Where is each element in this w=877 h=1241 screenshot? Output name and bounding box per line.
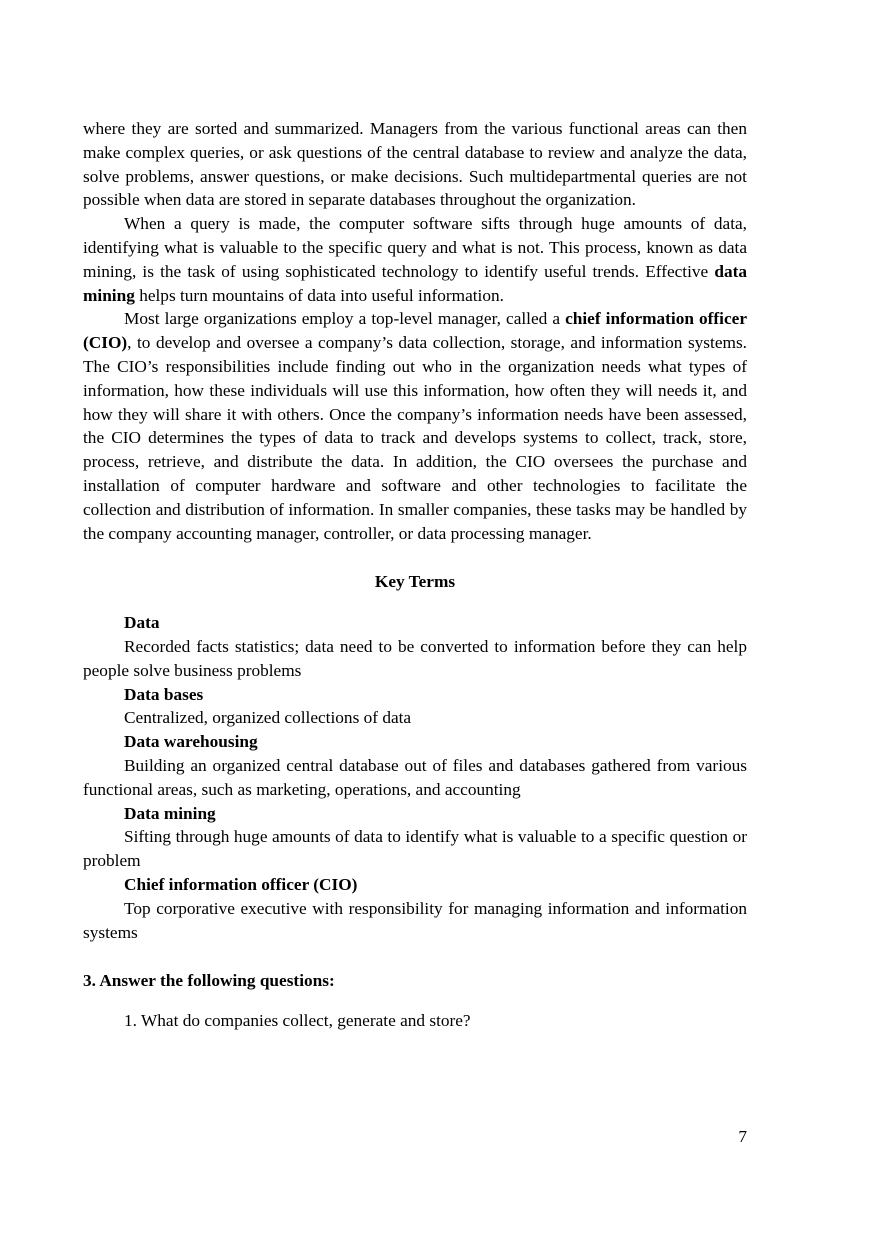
bold-term: chief information officer (CIO) — [83, 309, 747, 353]
term-name: Data — [124, 613, 160, 633]
paragraph-text: where they are sorted and summarized. Managers from the various functional areas can then make complex queries, or ask questions of the central database to review and analyze the data, solve problems, answer questions, or make decisions. Such multidepartmental queries are not possible when data are stored in separate databases throughout the organization. — [83, 119, 747, 210]
paragraph-text: helps turn mountains of data into useful information. — [134, 285, 504, 305]
term-definition: Recorded facts statistics; data need to be converted to information before they can help people solve business problems — [83, 636, 747, 680]
body-text — [83, 117, 747, 545]
key-terms-list — [83, 611, 747, 944]
document-page — [83, 117, 747, 1033]
question-item: 1. What do companies collect, generate and store? — [124, 1011, 471, 1031]
questions-list — [83, 1009, 747, 1033]
paragraph-text: When a query is made, the computer software sifts through huge amounts of data, identifying what is valuable to the specific query and what is not. This process, known as data mining, is the task of using sophisticated technology to identify useful trends. Effective — [83, 214, 747, 281]
page-number: 7 — [738, 1127, 747, 1146]
key-terms-section — [83, 570, 747, 944]
paragraph-text: , to develop and oversee a company’s data collection, storage, and information systems. The CIO’s responsibilities include finding out who in the organization needs what types of information, how these individuals will use this information, how often they will needs it, and how they will share it with others. Once the company’s information needs have been assessed, the CIO determines the types of data to track and develops systems to collect, track, store, process, retrieve, and distribute the data. In addition, the CIO oversees the purchase and installation of computer hardware and software and other technologies to facilitate the collection and distribution of information. In smaller companies, these tasks may be handled by the company accounting manager, controller, or data processing manager. — [83, 333, 747, 543]
term-definition: Sifting through huge amounts of data to identify what is valuable to a specific question or problem — [83, 827, 747, 871]
term-name: Data bases — [124, 684, 204, 704]
term-name: Data warehousing — [124, 732, 258, 752]
key-terms-heading: Key Terms — [374, 572, 456, 592]
term-name: Data mining — [124, 803, 216, 823]
paragraph-text: Most large organizations employ a top-level manager, called a — [124, 309, 566, 329]
body-paragraph — [83, 307, 747, 545]
questions-heading: 3. Answer the following questions: — [83, 971, 335, 991]
body-paragraph — [83, 212, 747, 307]
bold-term: data mining — [83, 261, 747, 305]
term-name: Chief information officer (CIO) — [124, 874, 358, 894]
questions-section — [83, 969, 747, 1033]
body-paragraph — [83, 117, 747, 212]
term-definition: Top corporative executive with responsibility for managing information and information systems — [83, 898, 747, 942]
term-definition: Centralized, organized collections of data — [124, 708, 412, 728]
term-definition: Building an organized central database out of files and databases gathered from various functional areas, such as marketing, operations, and accounting — [83, 755, 747, 799]
